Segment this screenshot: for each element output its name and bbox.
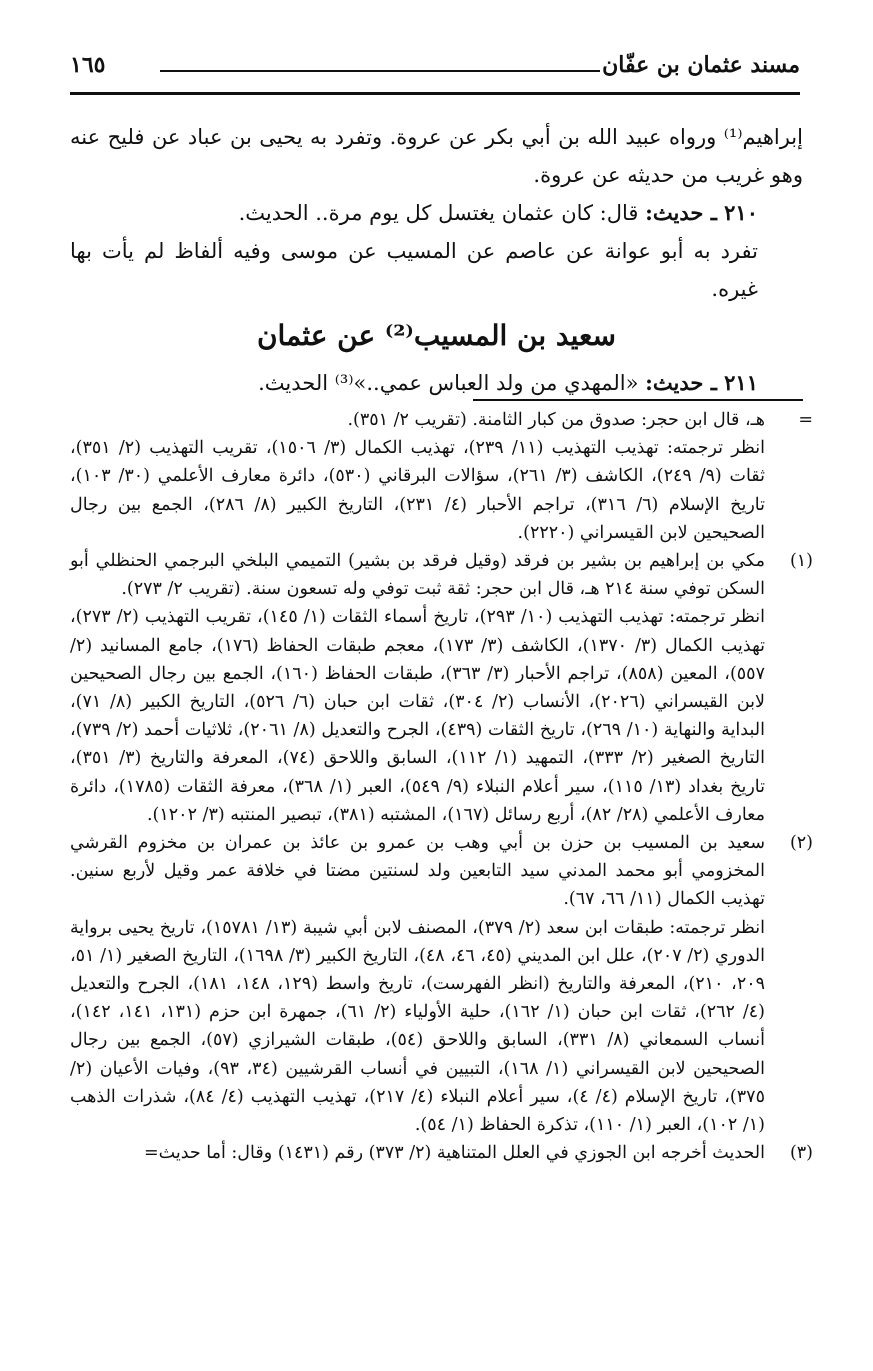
footnote-paragraph: انظر ترجمته: طبقات ابن سعد (٢/ ٣٧٩)، المصنف لابن أبي شيبة (١٣/ ١٥٧٨١)، تاريخ يحيى برواية الدوري (٢/ ٢٠٧)، علل ابن المديني (٤٥، ٤٦، ٤٨)، التاريخ الكبير (٣/ ١٦٩٨)، التاريخ الصغير (١/ ٥١، ٢٠٩، ٢١٠)، المعرفة والتاريخ (انظر الفهرست)، تاريخ واسط (١٢٩، ١٤٨، ١٨١)، الجرح والتعديل (٤/ ٢٦٢)، ثقات ابن حبان (١/ ١٦٢)، حلية الأولياء (٢/ ٦١)، جمهرة ابن حزم (١٣١، ١٤١، ١٤٢)، أنساب السمعاني (٨/ ٣٣١)، السابق واللاحق (٥٤)، طبقات الشيرازي (٥٧)، الجمع بين رجال الصحيحين لابن القيسراني (١/ ١٦٨)، التبيين في أنساب القرشيين (٣٤، ٩٣)، وفيات الأعيان (٢/ ٣٧٥)، تاريخ الإسلام (٤/ ٤)، سير أعلام النبلاء (٤/ ٢١٧)، تهذيب التهذيب (٤/ ٨٤)، شذرات الذهب (١/ ١٠٢)، العبر (١/ ١١٠)، تذكرة الحفاظ (١/ ٥٤). <box>70 917 766 1136</box>
header-title: مسند عثمان بن عفّان <box>602 52 800 78</box>
footnote-mark: (١) <box>789 551 813 572</box>
footnote-mark: (٣) <box>789 1143 813 1164</box>
running-header <box>70 50 800 86</box>
footnote-paragraph: الحديث أخرجه ابن الجوزي في العلل المتناهية (٢/ ٣٧٣) رقم (١٤٣١) وقال: أما حديث= <box>143 1143 765 1164</box>
page-number: ١٦٥ <box>70 52 106 78</box>
footnote-3 <box>70 1139 813 1167</box>
footnote-mark: (٢) <box>789 833 813 854</box>
header-rule <box>70 92 800 95</box>
hadith-210-text: قال: كان عثمان يغتسل كل يوم مرة.. الحديث. <box>238 201 639 225</box>
main-text <box>70 118 803 402</box>
footnote-paragraph: هـ، قال ابن حجر: صدوق من كبار الثامنة. (تقريب ٢/ ٣٥١). <box>347 410 765 430</box>
hadith-210 <box>70 194 803 232</box>
footnote-paragraph: مكي بن إبراهيم بن بشير بن فرقد (وقيل فرقد بن بشير) التميمي البلخي البرجمي الحنظلي أبو السكن توفي سنة ٢١٤ هـ، قال ابن حجر: ثقة ثبت توفي وله تسعون سنة. (تقريب ٢/ ٢٧٣). <box>70 551 765 600</box>
header-leader-line <box>160 70 600 72</box>
footnote-1 <box>70 547 813 829</box>
paragraph-note: تفرد به أبو عوانة عن عاصم عن المسيب عن موسى وفيه ألفاظ لم يأت بها غيره. <box>70 239 758 301</box>
paragraph-continuation: إبراهيم⁽¹⁾ ورواه عبيد الله بن أبي بكر عن عروة. وتفرد به يحيى بن عباد عن فليح عنه وهو غريب من حديثه عن عروة. <box>70 125 803 187</box>
hadith-211-label: ٢١١ ـ حديث: <box>645 370 758 395</box>
footnote-separator <box>473 399 803 401</box>
hadith-211 <box>70 364 803 402</box>
footnote-mark: = <box>798 410 813 430</box>
footnotes <box>70 406 813 1167</box>
section-heading: سعيد بن المسيب⁽²⁾ عن عثمان <box>256 319 617 352</box>
footnote-continued <box>70 406 813 547</box>
hadith-211-text: «المهدي من ولد العباس عمي..»⁽³⁾ الحديث. <box>258 371 639 395</box>
footnote-paragraph: انظر ترجمته: تهذيب التهذيب (١٠/ ٢٩٣)، تاريخ أسماء الثقات (١/ ١٤٥)، تقريب التهذيب (٢/ ٢٧٣)، تهذيب الكمال (٣/ ١٣٧٠)، الكاشف (٣/ ١٧٣)، معجم طبقات الحفاظ (١٧٦)، جامع المسانيد (٢/ ٥٥٧)، المعين (٨٥٨)، تراجم الأحبار (٣/ ٣٦٣)، طبقات الحفاظ (١٦٠)، الجمع بين رجال الصحيحين لابن القيسراني (٢٠٢٦)، الأنساب (٢/ ٣٠٤)، ثقات ابن حبان (٦/ ٥٢٦)، التاريخ الكبير (٨/ ٧١)، البداية والنهاية (١٠/ ٢٦٩)، تاريخ الثقات (٤٣٩)، الجرح والتعديل (٨/ ٢٠٦١)، ثلاثيات أحمد (٢/ ٧٣٩)، التاريخ الصغير (٢/ ٣٣٣)، التمهيد (١/ ١١٢)، السابق واللاحق (٧٤)، المعرفة والتاريخ (٣/ ٣٥١)، تاريخ بغداد (١٣/ ١١٥)، سير أعلام النبلاء (٩/ ٥٤٩)، العبر (١/ ٣٦٨)، معرفة الثقات (١٧٨٥)، دائرة معارف الأعلمي (٢٨/ ٨٢)، أربع رسائل (١٦٧)، المشتبه (٣٨١)، تبصير المنتبه (٣/ ١٢٠٢). <box>70 607 766 825</box>
footnote-paragraph: سعيد بن المسيب بن حزن بن أبي وهب بن عمرو بن عائذ بن عمران بن مخزوم القرشي المخزومي أبو محمد المدني سيد التابعين ولد لسنتين مضتا في خلافة عمر وقيل لأربع سنين. تهذيب الكمال (١١/ ٦٦، ٦٧). <box>70 833 765 910</box>
footnote-paragraph: انظر ترجمته: تهذيب التهذيب (١١/ ٢٣٩)، تهذيب الكمال (٣/ ١٥٠٦)، تقريب التهذيب (٢/ ٣٥١)، ثقات (٩/ ٢٤٩)، الكاشف (٣/ ٢٦١)، سؤالات البرقاني (٥٣٠)، دائرة معارف الأعلمي (٣٠/ ١٠٣)، تاريخ الإسلام (٦/ ٣١٦)، تراجم الأحبار (٤/ ٢٣١)، التاريخ الكبير (٨/ ٢٨٦)، الجمع بين رجال الصحيحين لابن القيسراني (٢٢٢٠). <box>70 438 766 543</box>
hadith-210-label: ٢١٠ ـ حديث: <box>645 200 758 225</box>
footnote-2 <box>70 829 813 1139</box>
